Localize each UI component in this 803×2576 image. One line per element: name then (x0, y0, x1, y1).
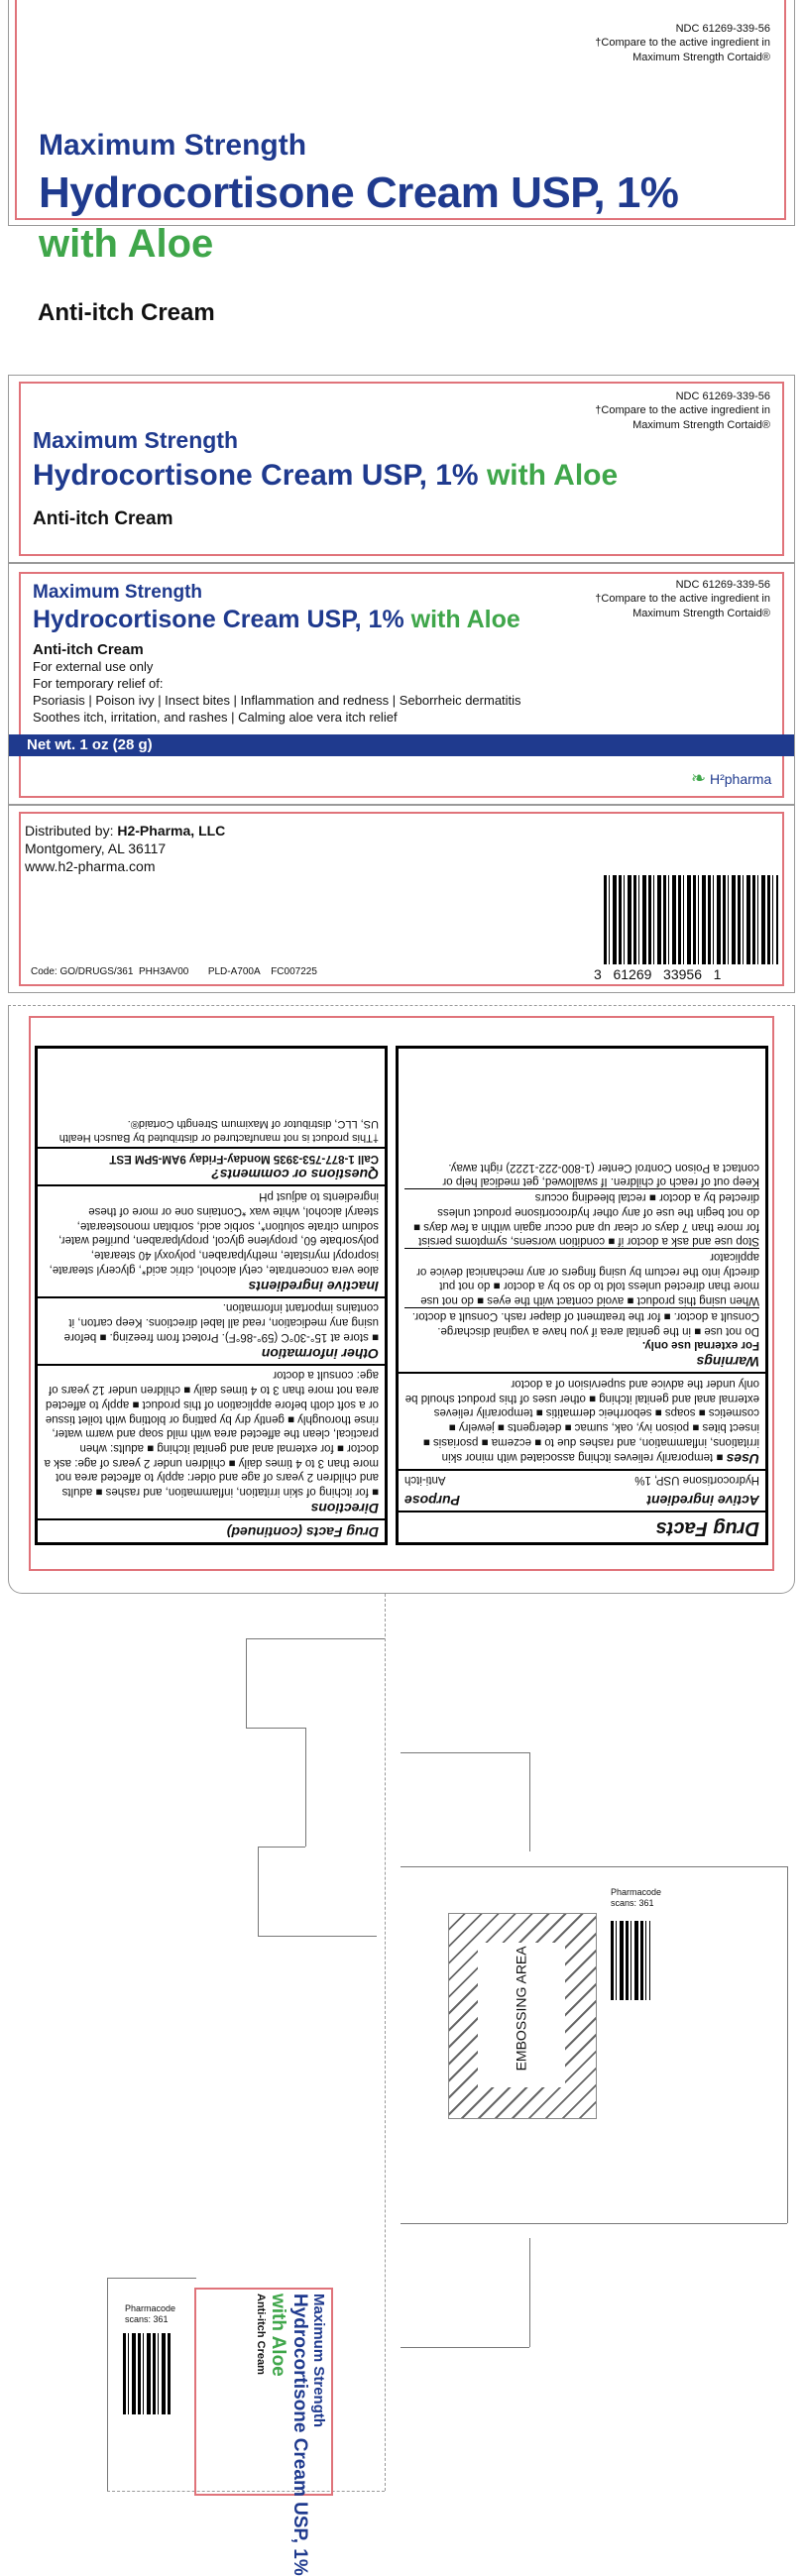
back-panel (8, 805, 795, 993)
tuck-title (198, 2294, 327, 2576)
side-panel (8, 375, 795, 563)
dieline-edge (258, 1847, 305, 1848)
top-flap-panel (8, 0, 795, 266)
barcode-digits: 3 61269 33956 1 (594, 966, 722, 982)
pharmacode-title: Pharmacode (611, 1887, 662, 1897)
pharmacode-title: Pharmacode (125, 2303, 176, 2313)
pld-code: PLD-A700A (207, 966, 261, 977)
front-panel (8, 563, 795, 805)
pharmacode-right-label (611, 1887, 661, 1909)
dieline-area (0, 1594, 803, 2576)
stop-use: Stop use and ask a doctor if ■ condition worsens, symptoms persist for more than 7 days or clear up and occur again within a few days ■ do not begin the use of any other hydrocortisone product unless directed by a doctor ■ rectal bleeding occurs (404, 1189, 759, 1249)
active-header (399, 1490, 765, 1513)
top-strength: Maximum Strength (39, 129, 307, 162)
embossing-label-box (478, 1943, 565, 2087)
distributor-web: www.h2-pharma.com (25, 858, 156, 875)
compare-line-1: †Compare to the active ingredient in (595, 593, 770, 606)
drug-facts-rotated (35, 1046, 768, 1545)
side-ndc-block (595, 390, 770, 432)
top-product-name: Hydrocortisone Cream USP, 1% (39, 168, 679, 217)
dieline-edge (258, 1936, 377, 1937)
dieline-edge (401, 2347, 529, 2348)
tuck-strength: Maximum Strength (310, 2294, 327, 2428)
other-info-text: ■ store at 15°-30°C (59°-86°F). Protect from freezing. ■ before using any medication, read all label directions. Keep carton, it contains important information. (63, 1301, 379, 1343)
compare-line-1: †Compare to the active ingredient in (595, 37, 770, 50)
front-product-name: Hydrocortisone Cream USP, 1% (33, 606, 404, 633)
uses-line-2: Soothes itch, irritation, and rashes | Calming aloe vera itch relief (33, 709, 398, 725)
tuck-subtitle: Anti-itch Cream (255, 2294, 267, 2375)
do-not-use: Do not use ■ in the genital area if you have a vaginal discharge. Consult a doctor. ■ for the treatment of diaper rash. Consult a doctor. (411, 1309, 759, 1337)
dieline-edge (529, 2238, 530, 2347)
drug-facts-panel (8, 1005, 795, 1594)
distributed-label: Distributed by: (25, 823, 114, 839)
other-info-section (38, 1298, 385, 1366)
uses-section (399, 1374, 765, 1471)
questions-section (38, 1149, 385, 1187)
front-ndc-block (595, 578, 770, 620)
compare-line-2: Maximum Strength Cortaid® (632, 51, 770, 63)
distributor-name: H2-Pharma, LLC (117, 823, 226, 839)
purpose: Anti-itch (404, 1474, 446, 1487)
tuck-product: Hydrocortisone Cream USP, 1% (289, 2294, 310, 2576)
front-product-line (33, 606, 520, 634)
uses-label: Uses (726, 1450, 759, 1467)
inactive-text: aloe vera concentrate, cetyl alcohol, citric acid*, glyceryl stearate, isopropyl myristate, methylparaben, polyoxyl 40 stearate, polysorbate 60, propylene glycol, propylparaben, purified water, sodium citrate solution*, sorbic acid, sorbitan monostearate, stearyl alcohol, white wax *Contains one or more of these ingredients to adjust pH (49, 1190, 379, 1276)
logo-leaf-icon: ❧ (691, 768, 707, 788)
directions-label: Directions (310, 1501, 379, 1517)
active-label: Active ingredient (646, 1493, 759, 1510)
front-strength: Maximum Strength (33, 582, 203, 603)
dieline-edge (246, 1638, 385, 1639)
warnings-section (399, 1158, 765, 1374)
ndc-number: NDC 61269-339-56 (675, 391, 770, 402)
compare-line-2: Maximum Strength Cortaid® (632, 607, 770, 619)
fc-code: FC007225 (271, 966, 317, 977)
purpose-label: Purpose (404, 1493, 461, 1510)
directions-text: ■ for itching of skin irritation, inflammation, and rashes ■ adults and children 2 years of age and older: apply to affected area not more than 3 to 4 times daily ■ children under 2 years of age: ask a doctor ■ for external anal and genital itching ■ adults: when practical, clean the affected area with mild soap and warm water, rinse thoroughly ■ gently dry by patting or blotting with toilet tissue or a soft cloth before application of this product ■ apply to affected area not more than 3 to 4 times daily ■ children under 12 years of age: consult a doctor (44, 1369, 379, 1499)
external-use-text: For external use only (33, 659, 154, 674)
logo-text: H²pharma (709, 771, 772, 787)
other-info-label: Other information (261, 1345, 379, 1362)
side-strength: Maximum Strength (33, 427, 239, 453)
pharmacode-left-label (125, 2303, 175, 2325)
keep-out: Keep out of reach of children. If swallowed, get medical help or contact a Poison Control Center (1-800-222-1222) right away. (404, 1160, 759, 1189)
questions-text: Call 1-877-753-3935 Monday-Friday 9AM-5PM EST (109, 1152, 379, 1165)
compare-line-2: Maximum Strength Cortaid® (632, 418, 770, 431)
dieline-edge (529, 1752, 530, 1851)
distributor-line (25, 822, 225, 840)
front-subtitle: Anti-itch Cream (33, 641, 144, 658)
pharmacode-left-barcode (123, 2333, 172, 2414)
dieline-edge (246, 1638, 247, 1728)
when-using: When using this product ■ avoid contact with the eyes ■ do not use more than directed unless told to do so by a doctor ■ do not put directly into the rectum by using fingers or any mechanical device or applicator (404, 1249, 759, 1308)
code-label: Code: (31, 966, 57, 977)
top-aloe: with Aloe (39, 222, 214, 266)
questions-label: Questions or comments? (211, 1167, 379, 1183)
side-product-name: Hydrocortisone Cream USP, 1% (33, 459, 479, 492)
dieline-edge (401, 1866, 787, 1867)
net-weight-bar (9, 734, 794, 756)
code-line (31, 966, 317, 977)
top-subtitle: Anti-itch Cream (38, 299, 215, 326)
pharmacode-scans: scans: 361 (125, 2313, 169, 2324)
footnote: †This product is not manufactured or distributed by Bausch Health US, LLC, distributor of Maximum Strength Cortaid®. (38, 1115, 385, 1149)
dieline-edge (107, 2278, 196, 2279)
temporary-relief-text: For temporary relief of: (33, 675, 164, 691)
dieline-edge (787, 1866, 788, 2223)
front-aloe: with Aloe (410, 606, 520, 633)
dieline-edge (401, 1752, 529, 1753)
h2pharma-logo (691, 768, 771, 789)
distributor-block (25, 822, 225, 876)
codes-rest: PHH3AV00 (138, 966, 189, 977)
inactive-label: Inactive ingredients (248, 1278, 379, 1294)
drug-facts-continued-box (35, 1046, 388, 1545)
side-product-line (33, 459, 618, 493)
ndc-number: NDC 61269-339-56 (675, 23, 770, 35)
uses-line-1: Psoriasis | Poison ivy | Insect bites | Inflammation and redness | Seborrheic dermatitis (33, 692, 521, 708)
upc-barcode (604, 875, 778, 964)
side-subtitle: Anti-itch Cream (33, 508, 173, 529)
net-weight: Net wt. 1 oz (28 g) (27, 736, 153, 753)
code-value: GO/DRUGS/361 (59, 966, 134, 977)
fold-line (385, 1594, 386, 2491)
dieline-edge (258, 1847, 259, 1936)
warnings-label: Warnings (696, 1354, 759, 1371)
compare-line-1: †Compare to the active ingredient in (595, 404, 770, 417)
front-text-block (33, 659, 521, 727)
drug-facts-title: Drug Facts (655, 1517, 759, 1539)
top-ndc-block (595, 22, 770, 64)
pharmacode-scans: scans: 361 (611, 1897, 654, 1908)
dieline-edge (107, 2278, 108, 2491)
tuck-aloe: with Aloe (268, 2294, 288, 2377)
pharmacode-right-barcode (611, 1921, 650, 2000)
drug-facts-box (396, 1046, 768, 1545)
active-row (399, 1471, 765, 1490)
ndc-number: NDC 61269-339-56 (675, 579, 770, 591)
dieline-edge (401, 2223, 787, 2224)
warnings-text: For external use only. (641, 1339, 759, 1352)
active-ingredient: Hydrocortisone USP, 1% (634, 1474, 759, 1487)
uses-text: ■ temporarily relieves itching associated with minor skin irritations, inflammation, and rashes due to ■ eczema ■ psoriasis ■ insect bites ■ poison ivy, oak, sumac ■ detergents ■ jewelry ■ cosmetics ■ soaps ■ seborrheic dermatitis ■ temporarily relieves external anal and genital itching ■ other uses of this product should be only under the advice and supervision of a doctor (404, 1378, 759, 1463)
embossing-label: EMBOSSING AREA (513, 1946, 529, 2072)
dieline-edge (305, 1728, 306, 1847)
dieline-edge (246, 1728, 305, 1729)
distributor-city: Montgomery, AL 36117 (25, 840, 167, 857)
directions-section (38, 1366, 385, 1520)
inactive-section (38, 1186, 385, 1297)
continued-title: Drug Facts (continued) (226, 1524, 379, 1540)
side-aloe: with Aloe (486, 459, 619, 492)
